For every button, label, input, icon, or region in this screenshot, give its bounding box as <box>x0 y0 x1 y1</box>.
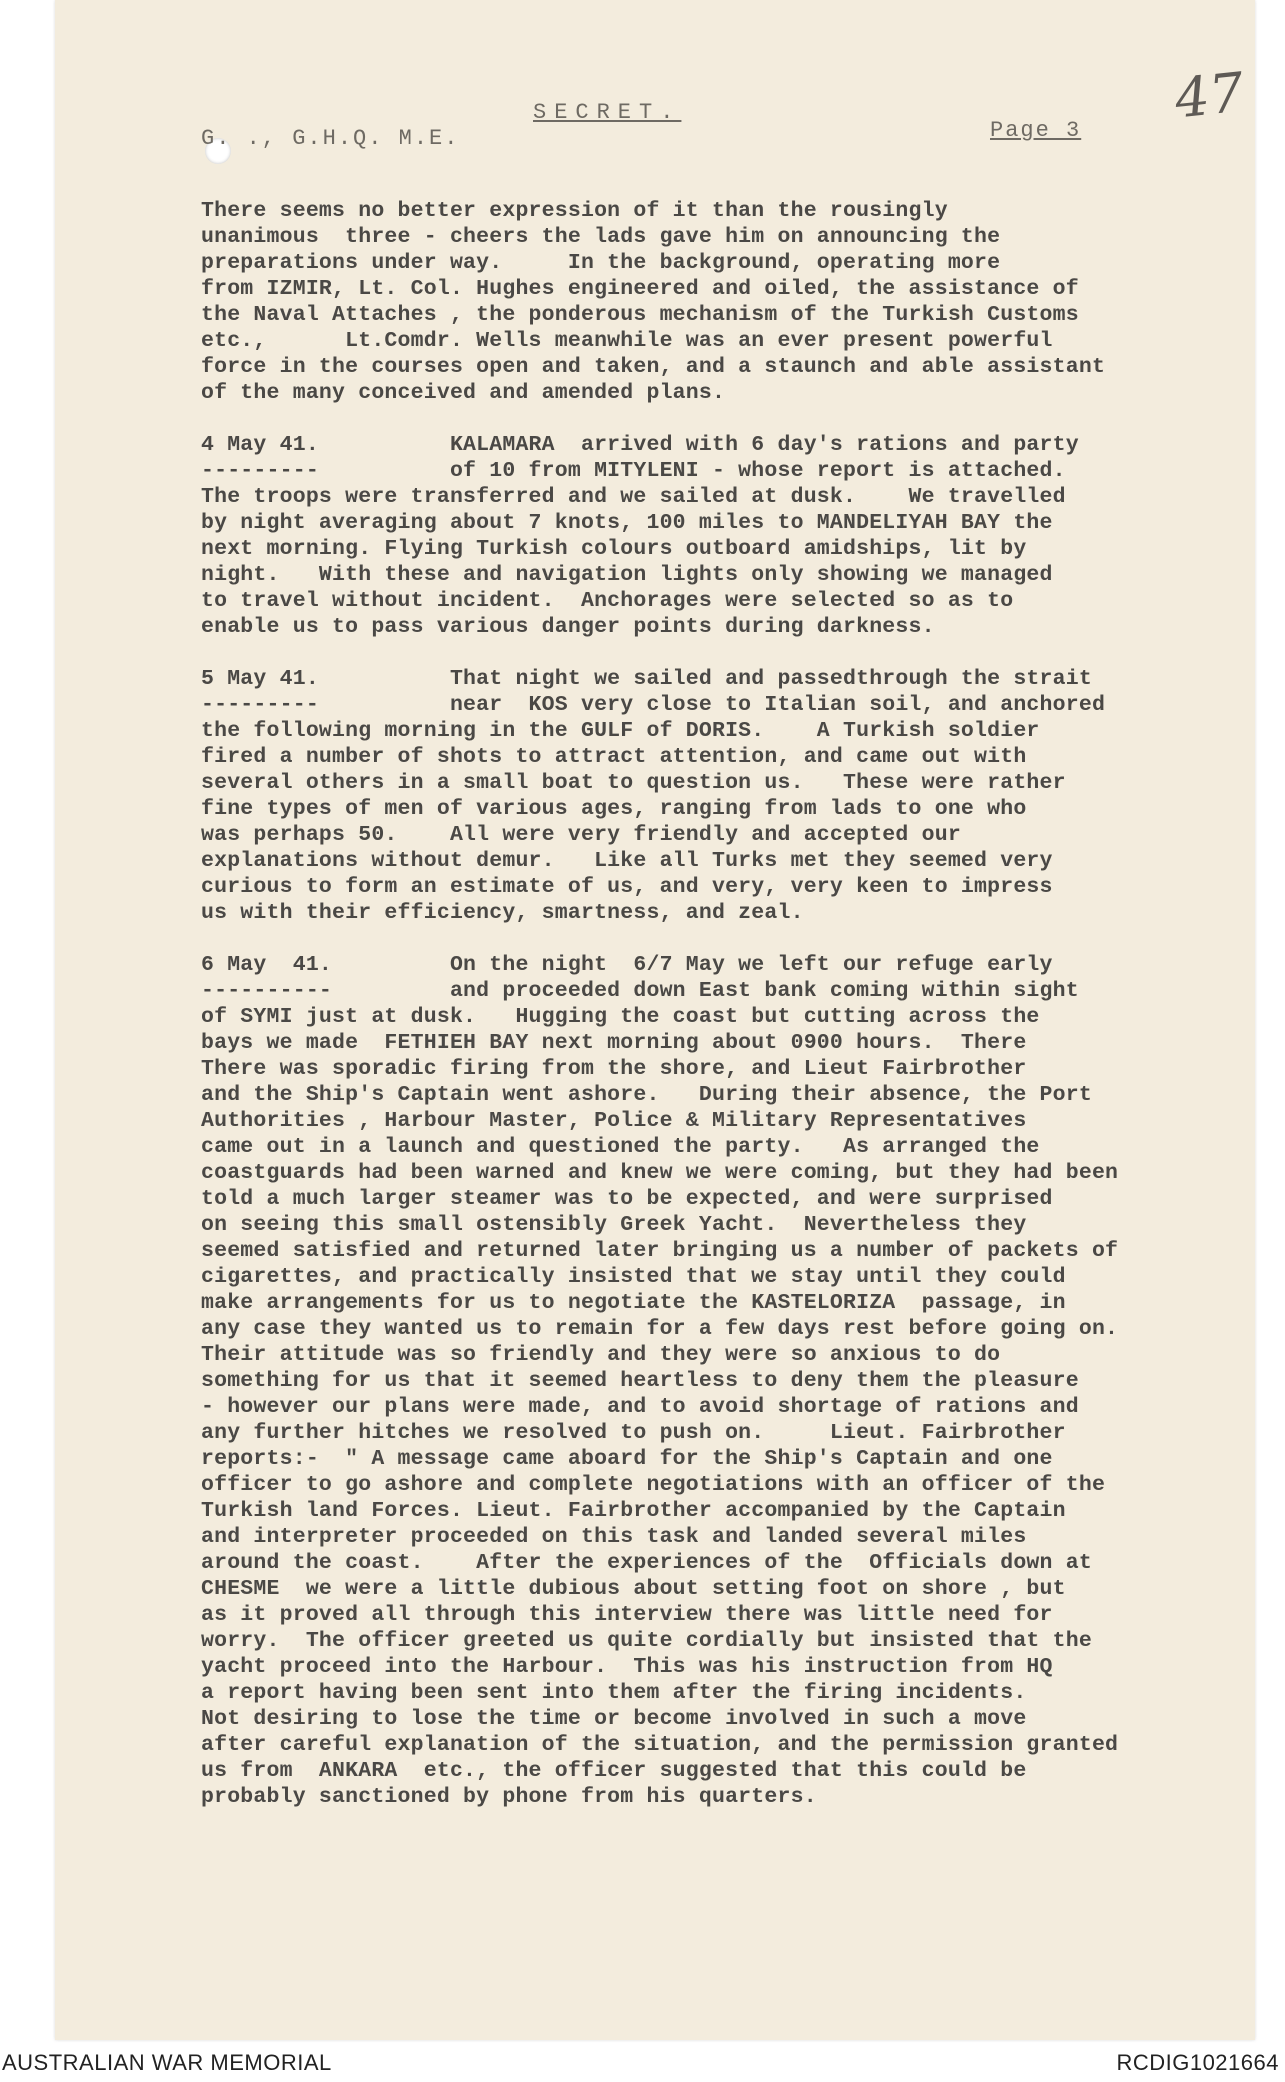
text-line: of SYMI just at dusk. Hugging the coast but cutting across the <box>201 1005 1040 1029</box>
text-line: --------- near KOS very close to Italian soil, and anchored <box>201 693 1106 717</box>
paragraph <box>201 952 1285 1810</box>
text-line: cigarettes, and practically insisted that we stay until they could <box>201 1265 1066 1289</box>
text-line: There seems no better expression of it than the rousingly <box>201 199 948 223</box>
text-line: by night averaging about 7 knots, 100 miles to MANDELIYAH BAY the <box>201 511 1053 535</box>
text-line: any case they wanted us to remain for a few days rest before going on. <box>201 1317 1119 1341</box>
handwritten-folio-number: 47 <box>1171 60 1247 131</box>
text-line: as it proved all through this interview there was little need for <box>201 1603 1053 1627</box>
archive-credit: AUSTRALIAN WAR MEMORIAL <box>2 2050 332 2075</box>
text-line: any further hitches we resolved to push on. Lieut. Fairbrother <box>201 1421 1066 1445</box>
text-line: There was sporadic firing from the shore, and Lieut Fairbrother <box>201 1057 1027 1081</box>
text-line: told a much larger steamer was to be expected, and were surprised <box>201 1187 1053 1211</box>
text-line: CHESME we were a little dubious about setting foot on shore , but <box>201 1577 1066 1601</box>
text-line: Their attitude was so friendly and they were so anxious to do <box>201 1343 1001 1367</box>
text-line: enable us to pass various danger points during darkness. <box>201 615 935 639</box>
text-line: reports:- " A message came aboard for the Ship's Captain and one <box>201 1447 1053 1471</box>
text-line: etc., Lt.Comdr. Wells meanwhile was an ever present powerful <box>201 329 1053 353</box>
text-line: came out in a launch and questioned the party. As arranged the <box>201 1135 1040 1159</box>
text-line: fired a number of shots to attract attention, and came out with <box>201 745 1027 769</box>
text-line: from IZMIR, Lt. Col. Hughes engineered and oiled, the assistance of <box>201 277 1079 301</box>
text-line: explanations without demur. Like all Turks met they seemed very <box>201 849 1053 873</box>
text-line: a report having been sent into them after the firing incidents. <box>201 1681 1027 1705</box>
text-line: 5 May 41. That night we sailed and passedthrough the strait <box>201 667 1092 691</box>
classification-heading: SECRET. <box>533 100 682 125</box>
text-line: next morning. Flying Turkish colours outboard amidships, lit by <box>201 537 1027 561</box>
archive-reference-id: RCDIG1021664 <box>1116 2050 1279 2075</box>
document-body <box>201 198 1285 1836</box>
text-line: 4 May 41. KALAMARA arrived with 6 day's rations and party <box>201 433 1079 457</box>
text-line: seemed satisfied and returned later bringing us a number of packets of <box>201 1239 1119 1263</box>
text-line: ---------- and proceeded down East bank coming within sight <box>201 979 1079 1003</box>
document-page <box>55 0 1255 2040</box>
text-line: was perhaps 50. All were very friendly and accepted our <box>201 823 961 847</box>
text-line: --------- of 10 from MITYLENI - whose report is attached. <box>201 459 1066 483</box>
text-line: - however our plans were made, and to avoid shortage of rations and <box>201 1395 1079 1419</box>
text-line: force in the courses open and taken, and a staunch and able assistant <box>201 355 1106 379</box>
text-line: us from ANKARA etc., the officer suggested that this could be <box>201 1759 1027 1783</box>
text-line: unanimous three - cheers the lads gave him on announcing the <box>201 225 1001 249</box>
text-line: the Naval Attaches , the ponderous mechanism of the Turkish Customs <box>201 303 1079 327</box>
text-line: to travel without incident. Anchorages were selected so as to <box>201 589 1014 613</box>
text-line: Not desiring to lose the time or become involved in such a move <box>201 1707 1027 1731</box>
text-line: and interpreter proceeded on this task and landed several miles <box>201 1525 1027 1549</box>
text-line: several others in a small boat to question us. These were rather <box>201 771 1066 795</box>
text-line: night. With these and navigation lights only showing we managed <box>201 563 1053 587</box>
text-line: Authorities , Harbour Master, Police & Military Representatives <box>201 1109 1027 1133</box>
paragraph <box>201 198 1285 406</box>
text-line: of the many conceived and amended plans. <box>201 381 726 405</box>
text-line: Turkish land Forces. Lieut. Fairbrother accompanied by the Captain <box>201 1499 1066 1523</box>
text-line: after careful explanation of the situation, and the permission granted <box>201 1733 1119 1757</box>
text-line: coastguards had been warned and knew we were coming, but they had been <box>201 1161 1119 1185</box>
text-line: around the coast. After the experiences of the Officials down at <box>201 1551 1092 1575</box>
text-line: The troops were transferred and we sailed at dusk. We travelled <box>201 485 1066 509</box>
text-line: officer to go ashore and complete negotiations with an officer of the <box>201 1473 1106 1497</box>
text-line: on seeing this small ostensibly Greek Yacht. Nevertheless they <box>201 1213 1027 1237</box>
text-line: worry. The officer greeted us quite cordially but insisted that the <box>201 1629 1092 1653</box>
text-line: something for us that it seemed heartless to deny them the pleasure <box>201 1369 1079 1393</box>
text-line: the following morning in the GULF of DORIS. A Turkish soldier <box>201 719 1040 743</box>
text-line: make arrangements for us to negotiate the KASTELORIZA passage, in <box>201 1291 1066 1315</box>
text-line: curious to form an estimate of us, and very, very keen to impress <box>201 875 1053 899</box>
text-line: probably sanctioned by phone from his quarters. <box>201 1785 817 1809</box>
paragraph <box>201 432 1285 640</box>
text-line: preparations under way. In the background, operating more <box>201 251 1001 275</box>
reference-line: G. ., G.H.Q. M.E. <box>201 126 460 151</box>
text-line: fine types of men of various ages, ranging from lads to one who <box>201 797 1027 821</box>
text-line: and the Ship's Captain went ashore. During their absence, the Port <box>201 1083 1092 1107</box>
text-line: bays we made FETHIEH BAY next morning about 0900 hours. There <box>201 1031 1027 1055</box>
text-line: us with their efficiency, smartness, and zeal. <box>201 901 804 925</box>
text-line: yacht proceed into the Harbour. This was his instruction from HQ <box>201 1655 1053 1679</box>
paragraph <box>201 666 1285 926</box>
text-line: 6 May 41. On the night 6/7 May we left our refuge early <box>201 953 1053 977</box>
page-number-label: Page 3 <box>990 118 1082 143</box>
